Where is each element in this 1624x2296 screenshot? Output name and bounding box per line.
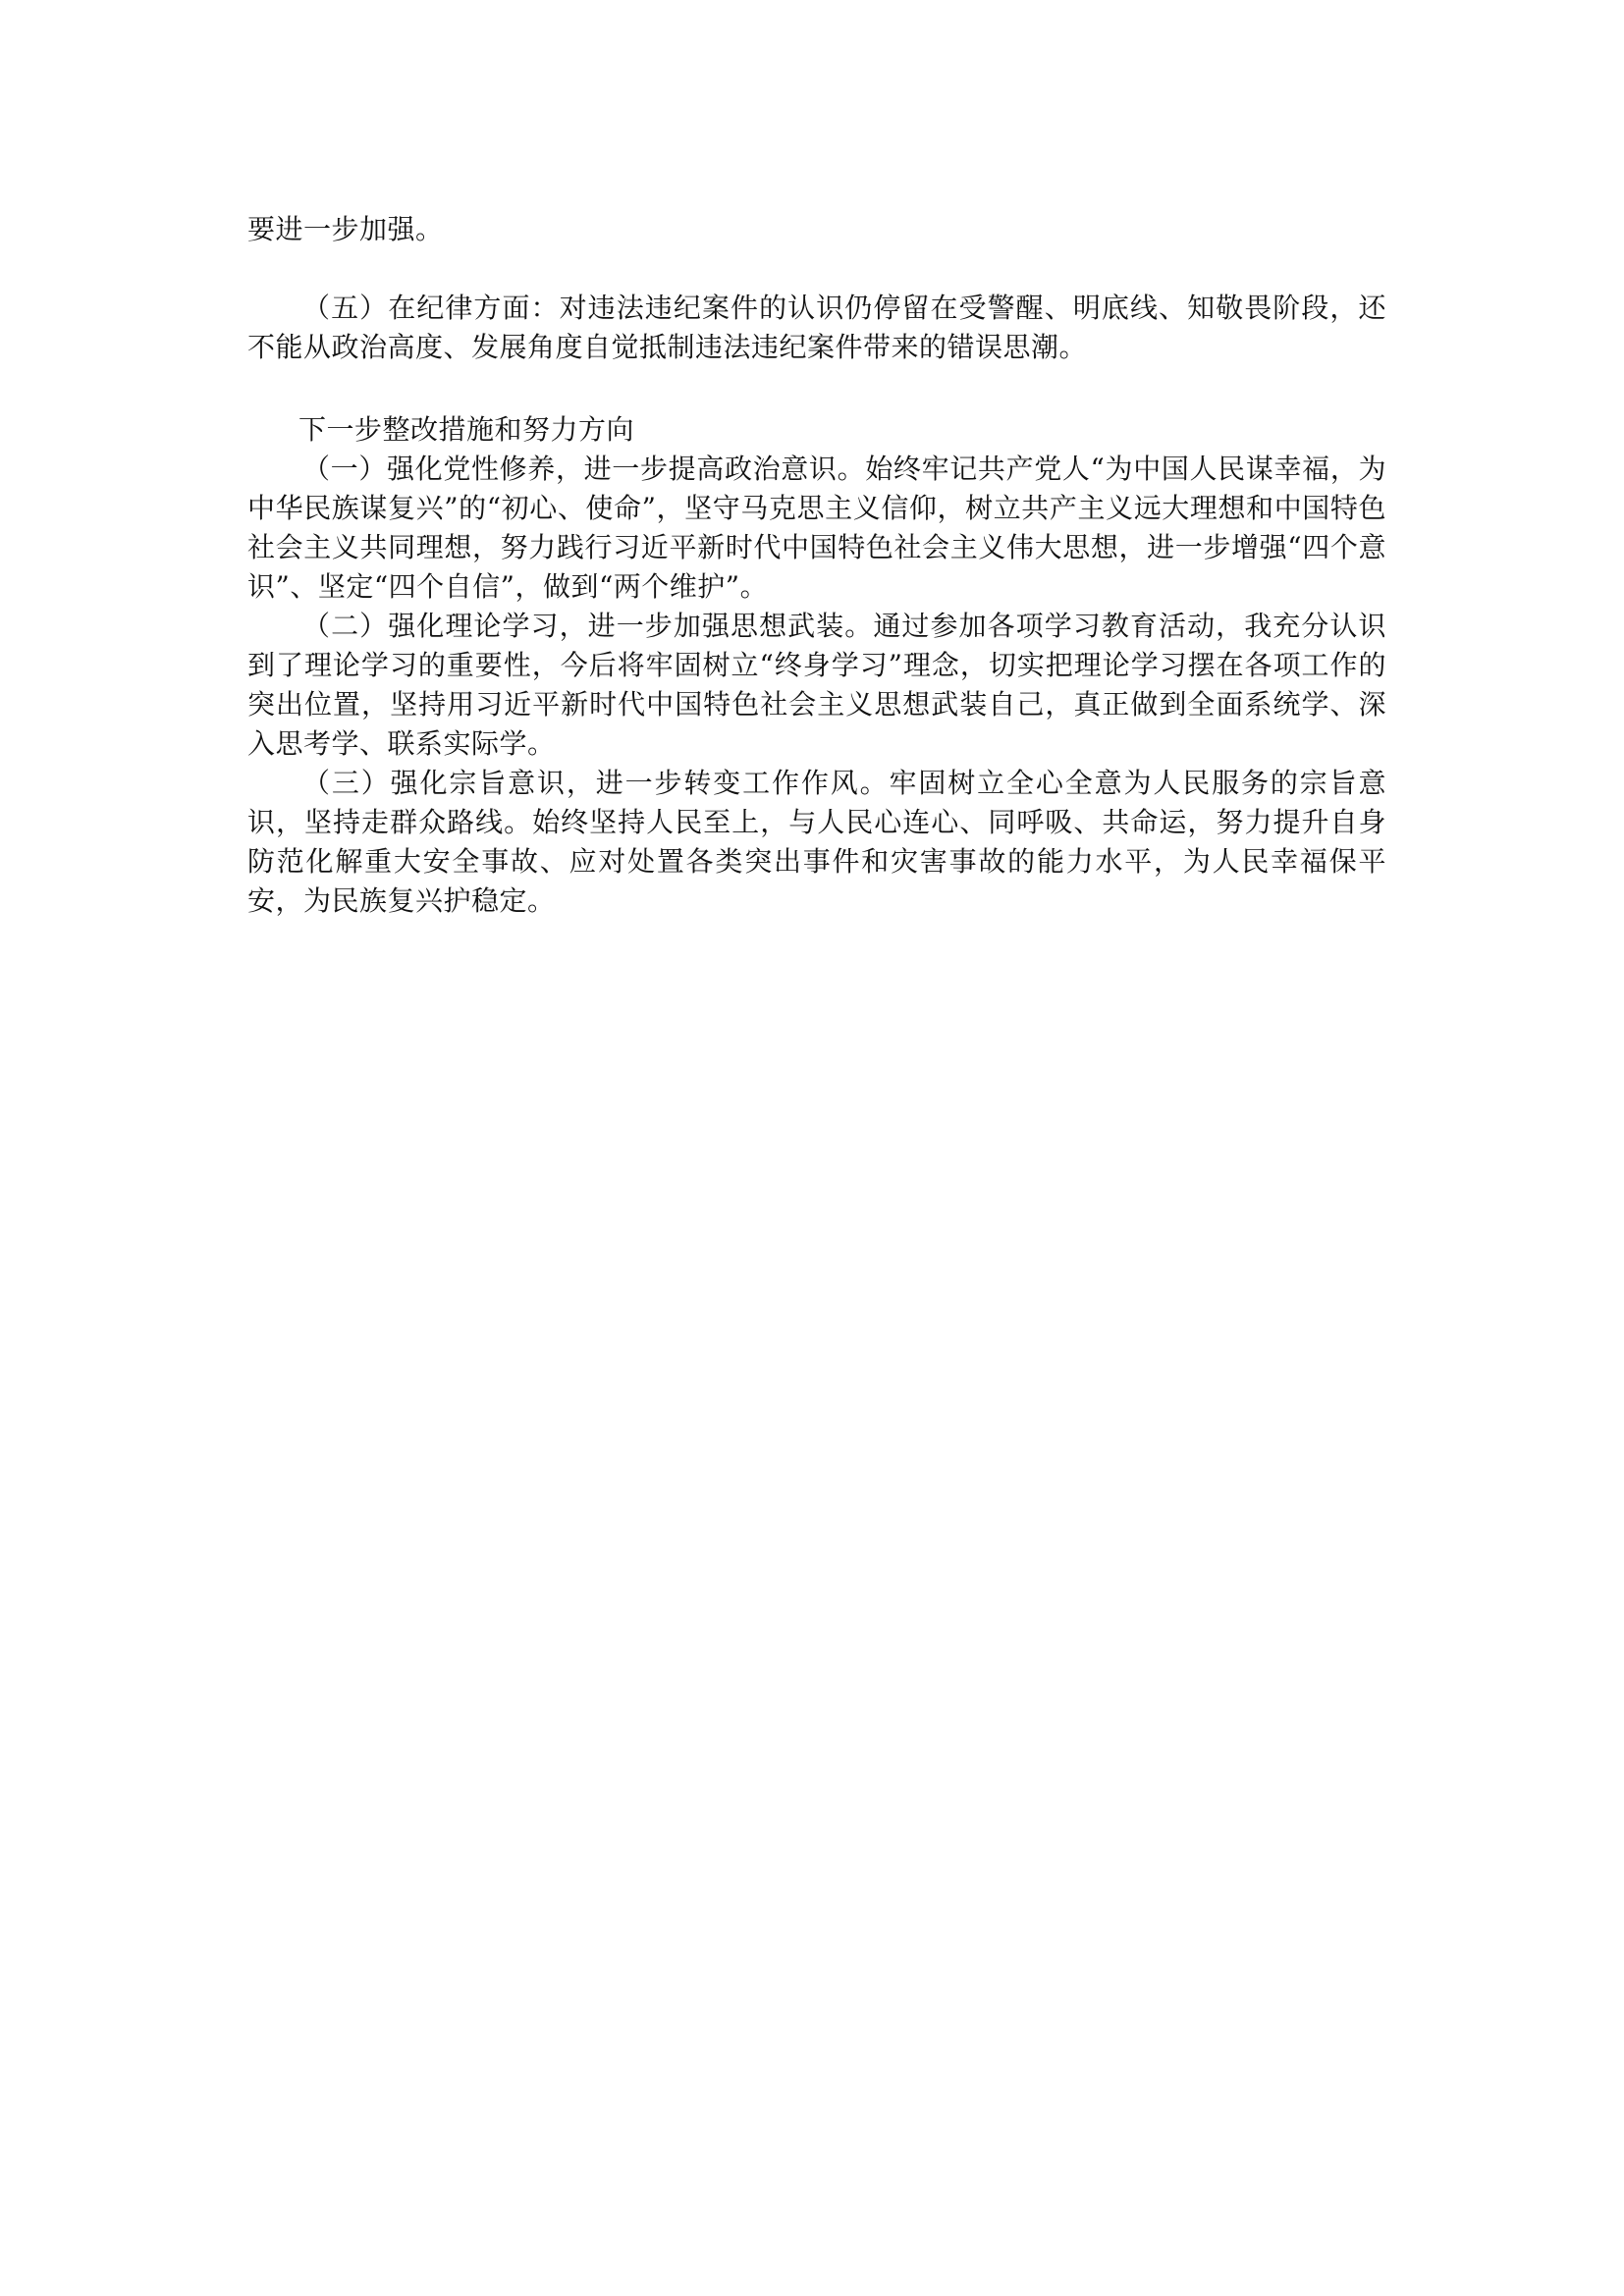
measure-paragraph-3: （三）强化宗旨意识，进一步转变工作作风。牢固树立全心全意为人民服务的宗旨意识，坚持走群众路线。始终坚持人民至上，与人民心连心、同呼吸、共命运，努力提升自身防范化解重大安全事故、应对处置各类突出事件和灾害事故的能力水平，为人民幸福保平安，为民族复兴护稳定。 [247, 767, 1386, 917]
discipline-paragraph: （五）在纪律方面：对违法违纪案件的认识仍停留在受警醒、明底线、知敬畏阶段，还不能从政治高度、发展角度自觉抵制违法违纪案件带来的错误思潮。 [247, 292, 1386, 363]
measure-paragraph-2: （二）强化理论学习，进一步加强思想武装。通过参加各项学习教育活动，我充分认识到了理论学习的重要性，今后将牢固树立“终身学习”理念，切实把理论学习摆在各项工作的突出位置，坚持用习近平新时代中国特色社会主义思想武装自己，真正做到全面系统学、深入思考学、联系实际学。 [247, 610, 1386, 760]
section-heading: 下一步整改措施和努力方向 [298, 413, 635, 446]
document-body [247, 210, 1386, 921]
continuation-line: 要进一步加强。 [247, 213, 444, 245]
measure-paragraph-1: （一）强化党性修养，进一步提高政治意识。始终牢记共产党人“为中国人民谋幸福，为中华民族谋复兴”的“初心、使命”，坚守马克思主义信仰，树立共产主义远大理想和中国特色社会主义共同理想，努力践行习近平新时代中国特色社会主义伟大思想，进一步增强“四个意识”、坚定“四个自信”，做到“两个维护”。 [247, 453, 1386, 603]
